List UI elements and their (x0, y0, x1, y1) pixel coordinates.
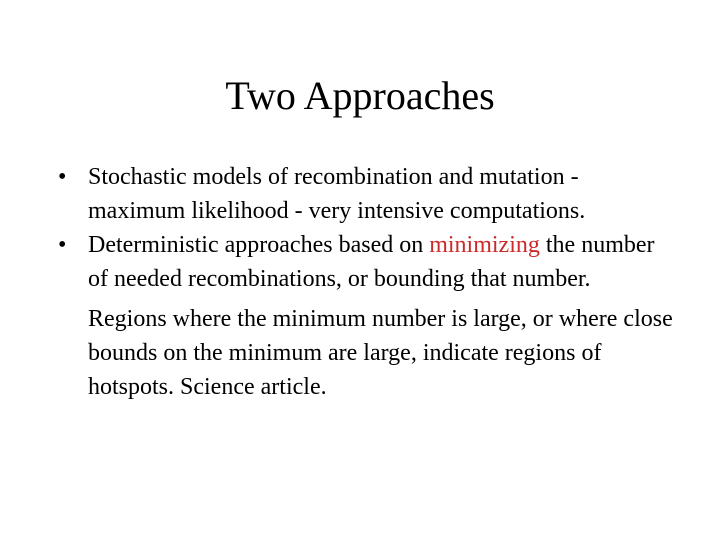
bullet-text: Stochastic models of recombination and mutation - maximum likelihood - very intensive computations. (88, 164, 586, 224)
bullet-marker: • (58, 164, 67, 190)
bullet-item-deterministic (58, 228, 678, 296)
bullet-text-before: Deterministic approaches based on (88, 232, 430, 258)
bullet-marker: • (58, 232, 67, 258)
continuation-paragraph: Regions where the minimum number is large, or where close bounds on the minimum are large, indicate regions of hotspots. Science article. (88, 306, 673, 400)
highlighted-word: minimizing (429, 232, 540, 258)
slide-body (58, 160, 678, 404)
slide-title: Two Approaches (225, 73, 495, 118)
bullet-text (88, 228, 678, 296)
bullet-text-after: the number of needed recombinations, or bounding that number. (88, 232, 655, 292)
bullet-item-stochastic (58, 160, 678, 228)
